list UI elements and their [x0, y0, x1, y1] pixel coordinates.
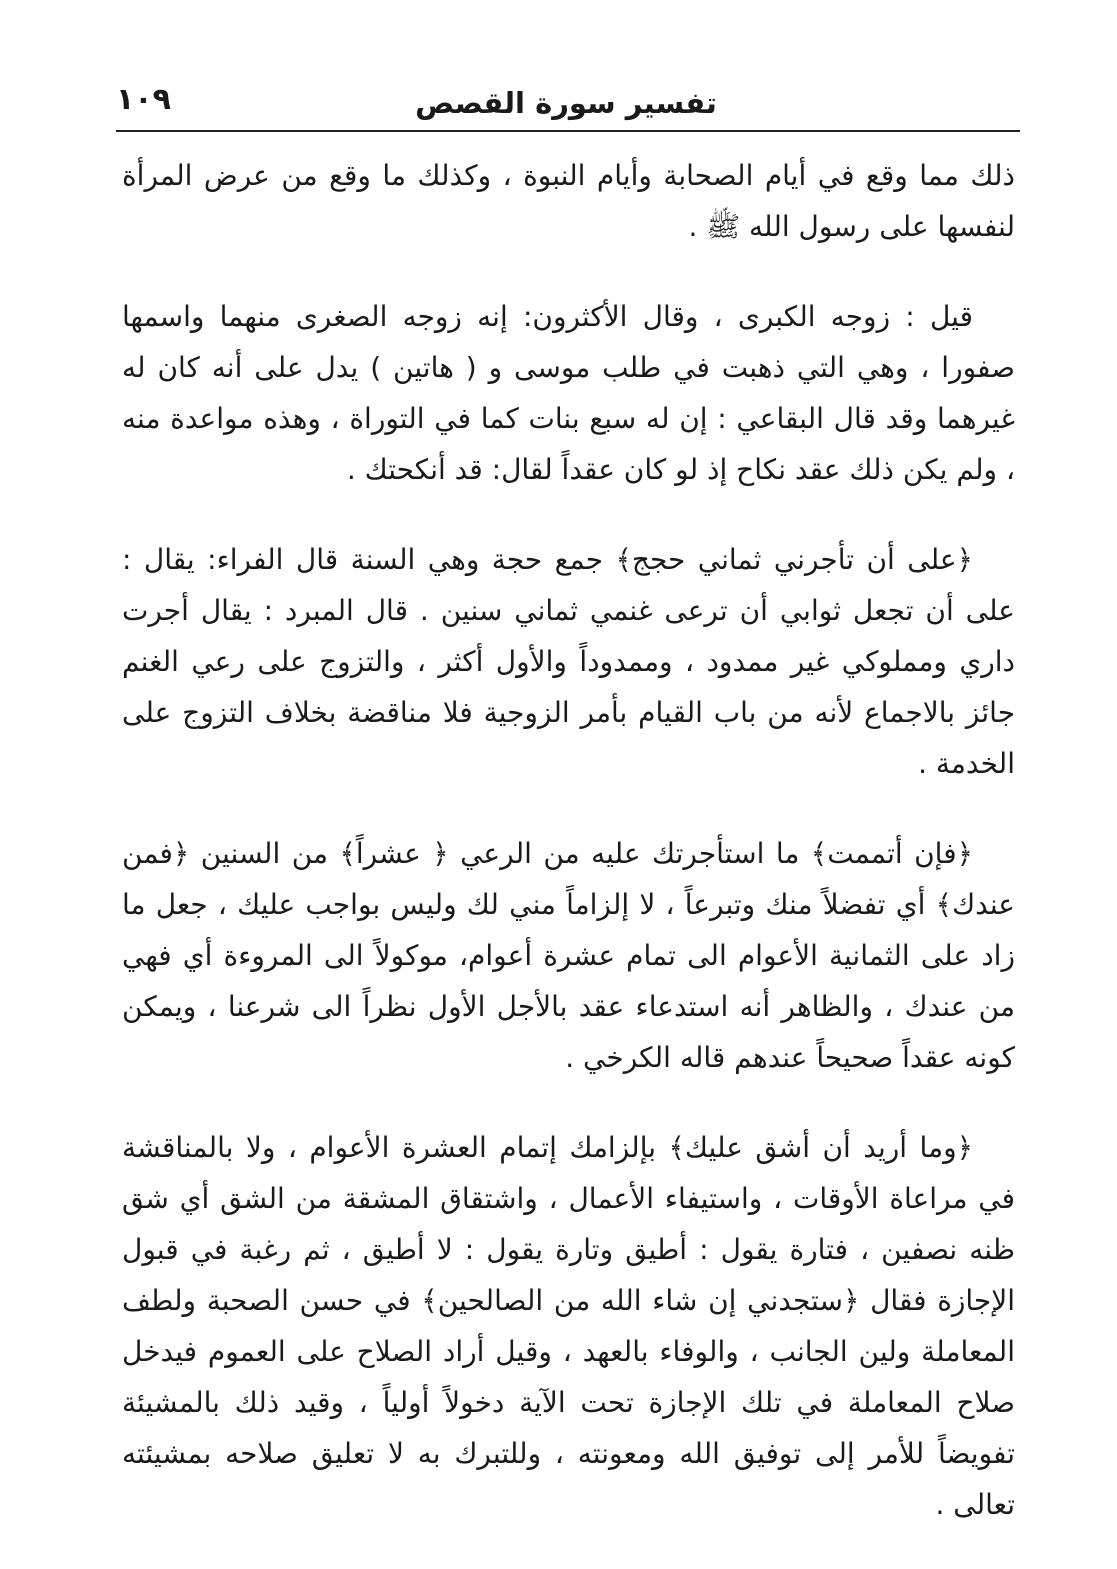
header-rule	[116, 130, 1020, 132]
paragraph: ﴿وما أريد أن أشق عليك﴾ بإلزامك إتمام العشرة الأعوام ، ولا بالمناقشة في مراعاة الأوقات ، واستيفاء الأعمال ، واشتقاق المشقة من الشق أي شق ظنه نصفين ، فتارة يقول : أطيق وتارة يقول : لا أطيق ، ثم رغبة في قبول الإجازة فقال ﴿ستجدني إن شاء الله من الصالحين﴾ في حسن الصحبة ولطف المعاملة ولين الجانب ، والوفاء بالعهد ، وقيل أراد الصلاح على العموم فيدخل صلاح المعاملة في تلك الإجازة تحت الآية دخولاً أولياً ، وقيد ذلك بالمشيئة تفويضاً للأمر إلى توفيق الله ومعونته ، وللتبرك به لا تعليق صلاحه بمشيئته تعالى .	[122, 1131, 1015, 1521]
paragraph: ﴿على أن تأجرني ثماني حجج﴾ جمع حجة وهي السنة قال الفراء: يقال : على أن تجعل ثوابي أن ترعى غنمي ثماني سنين . قال المبرد : يقال أجرت داري ومملوكي غير ممدود ، وممدوداً والأول أكثر ، والتزوج على رعي الغنم جائز بالاجماع لأنه من باب القيام بأمر الزوجية فلا مناقضة بخلاف التزوج على الخدمة .	[122, 543, 1015, 780]
running-header	[116, 82, 1016, 132]
page-number: ١٠٩	[116, 82, 171, 117]
header-title: تفسير سورة القصص	[415, 86, 717, 120]
paragraph: ﴿فإن أتممت﴾ ما استأجرتك عليه من الرعي ﴿ عشراً﴾ من السنين ﴿فمن عندك﴾ أي تفضلاً منك وتبرعاً ، لا إلزاماً مني لك وليس بواجب عليك ، جعل ما زاد على الثمانية الأعوام الى تمام عشرة أعوام، موكولاً الى المروءة أي فهي من عندك ، والظاهر أنه استدعاء عقد بالأجل الأول نظراً الى شرعنا ، ويمكن كونه عقداً صحيحاً عندهم قاله الكرخي .	[122, 837, 1015, 1074]
paragraph: ذلك مما وقع في أيام الصحابة وأيام النبوة ، وكذلك ما وقع من عرض المرأة لنفسها على رسول الله ﷺ .	[122, 159, 1015, 243]
paragraph: قيل : زوجه الكبرى ، وقال الأكثرون: إنه زوجه الصغرى منهما واسمها صفورا ، وهي التي ذهبت في طلب موسى و ( هاتين ) يدل على أنه كان له غيرهما وقد قال البقاعي : إن له سبع بنات كما في التوراة ، وهذه مواعدة منه ، ولم يكن ذلك عقد نكاح إذ لو كان عقداً لقال: قد أنكحتك .	[122, 300, 1015, 486]
body-text	[122, 150, 1015, 1569]
